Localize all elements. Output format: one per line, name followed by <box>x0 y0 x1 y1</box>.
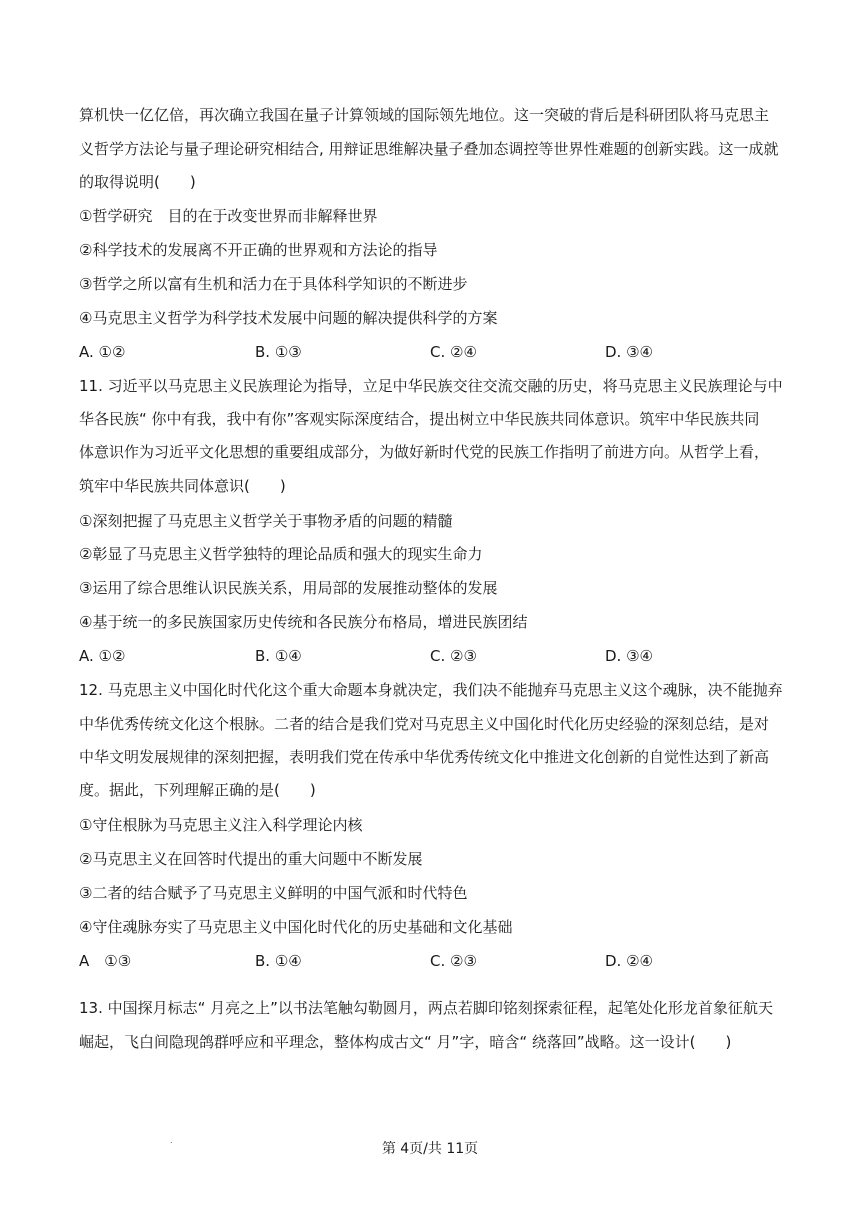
q11-item-4: ④基于统一的多民族国家历史传统和各民族分布格局，增进民族团结 <box>79 613 528 631</box>
q10-item-4: ④马克思主义哲学为科学技术发展中问题的解决提供科学的方案 <box>79 309 498 327</box>
q11-option-b: B. ①④ <box>255 647 302 665</box>
q12-option-d: D. ②④ <box>605 952 653 970</box>
q11-option-a: A. ①② <box>79 647 126 665</box>
q13-stem-line-1: 13. 中国探月标志“ 月亮之上”以书法笔触勾勒圆月，两点若脚印铭刻探索征程，起笔处化形龙首象征航天 <box>79 999 773 1017</box>
q11-option-d: D. ③④ <box>605 647 653 665</box>
q12-item-2: ②马克思主义在回答时代提出的重大问题中不断发展 <box>79 850 423 868</box>
q10-item-1: ①哲学研究 目的在于改变世界而非解释世界 <box>79 207 378 225</box>
q10-stem-line-2: 义哲学方法论与量子理论研究相结合, 用辩证思维解决量子叠加态调控等世界性难题的创新实践。这一成就 <box>79 140 779 158</box>
q12-stem-line-1: 12. 马克思主义中国化时代化这个重大命题本身就决定，我们决不能抛弃马克思主义这个魂脉，决不能抛弃 <box>79 681 783 699</box>
q13-stem-line-2: 崛起，飞白间隐现鸽群呼应和平理念，整体构成古文“ 月”字，暗含“ 绕落回”战略。这一设计( ) <box>79 1033 732 1051</box>
q11-item-3: ③运用了综合思维认识民族关系，用局部的发展推动整体的发展 <box>79 579 498 597</box>
q10-item-2: ②科学技术的发展离不开正确的世界观和方法论的指导 <box>79 241 438 259</box>
q11-item-1: ①深刻把握了马克思主义哲学关于事物矛盾的问题的精髓 <box>79 512 453 530</box>
q10-item-3: ③哲学之所以富有生机和活力在于具体科学知识的不断进步 <box>79 275 468 293</box>
q12-item-1: ①守住根脉为马克思主义注入科学理论内核 <box>79 816 363 834</box>
q10-option-d: D. ③④ <box>605 343 653 361</box>
footer-dot: . <box>170 1136 173 1145</box>
q12-option-a: A ①③ <box>79 952 132 970</box>
q12-option-c: C. ②③ <box>430 952 477 970</box>
q10-option-c: C. ②④ <box>430 343 477 361</box>
q12-stem-line-2: 中华优秀传统文化这个根脉。二者的结合是我们党对马克思主义中国化时代化历史经验的深刻总结，是对 <box>79 715 770 733</box>
q11-stem-line-4: 筑牢中华民族共同体意识( ) <box>79 477 286 495</box>
q10-option-b: B. ①③ <box>255 343 302 361</box>
q10-stem-line-3: 的取得说明( ) <box>79 173 196 191</box>
q12-item-4: ④守住魂脉夯实了马克思主义中国化时代化的历史基础和文化基础 <box>79 918 513 936</box>
q12-item-3: ③二者的结合赋予了马克思主义鲜明的中国气派和时代特色 <box>79 884 468 902</box>
q11-option-c: C. ②③ <box>430 647 477 665</box>
q11-stem-line-3: 体意识作为习近平文化思想的重要组成部分，为做好新时代党的民族工作指明了前进方向。从哲学上看， <box>79 443 770 461</box>
q12-stem-line-3: 中华文明发展规律的深刻把握，表明我们党在传承中华优秀传统文化中推进文化创新的自觉性达到了新高 <box>79 748 770 766</box>
q12-stem-line-4: 度。据此，下列理解正确的是( ) <box>79 781 316 799</box>
q10-stem-line-1: 算机快一亿亿倍，再次确立我国在量子计算领域的国际领先地位。这一突破的背后是科研团队将马克思主 <box>79 106 770 124</box>
q10-option-a: A. ①② <box>79 343 126 361</box>
q11-item-2: ②彰显了马克思主义哲学独特的理论品质和强大的现实生命力 <box>79 545 483 563</box>
q11-stem-line-1: 11. 习近平以马克思主义民族理论为指导，立足中华民族交往交流交融的历史，将马克思主义民族理论与中 <box>79 377 783 395</box>
page-number: 第 4页/共 11页 <box>381 1141 479 1157</box>
q11-stem-line-2: 华各民族“ 你中有我，我中有你”客观实际深度结合，提出树立中华民族共同体意识。筑牢中华民族共同 <box>79 410 760 428</box>
q12-option-b: B. ①④ <box>255 952 302 970</box>
